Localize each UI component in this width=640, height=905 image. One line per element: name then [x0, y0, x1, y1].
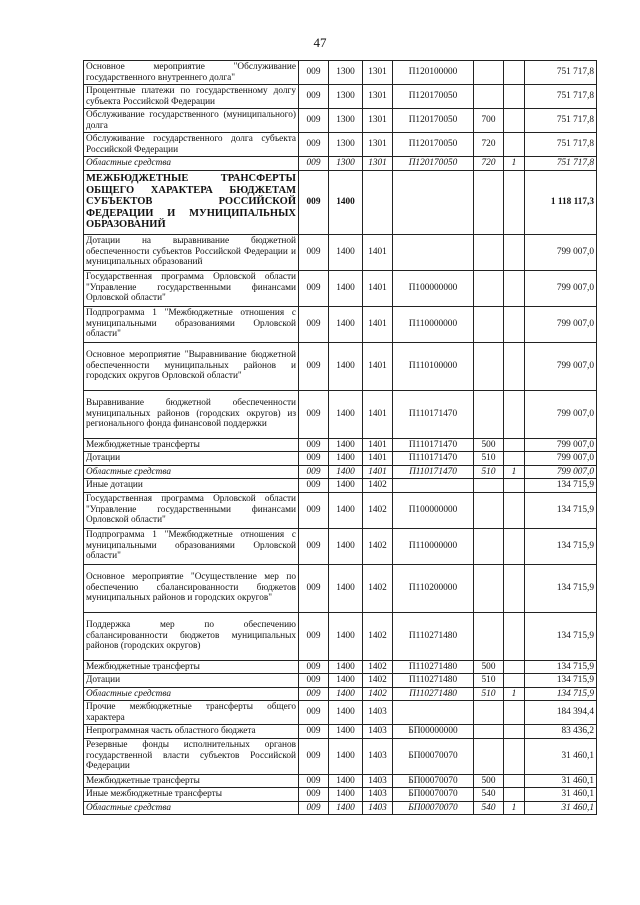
row-ved-code: 009	[299, 234, 329, 270]
row-amount: 799 007,0	[525, 234, 597, 270]
row-amount: 134 715,9	[525, 492, 597, 528]
row-expense-type	[474, 612, 504, 660]
row-target-article: П100000000	[393, 270, 474, 306]
row-section-code: 1400	[329, 801, 363, 815]
row-amount: 31 460,1	[525, 738, 597, 774]
row-name: Подпрограмма 1 "Межбюджетные отношения с муниципальными образованиями Орловской области"	[84, 528, 299, 564]
row-funding-source	[504, 270, 525, 306]
row-funding-source	[504, 479, 525, 493]
row-expense-type: 510	[474, 465, 504, 479]
row-ved-code: 009	[299, 438, 329, 452]
row-ved-code: 009	[299, 342, 329, 390]
table-row	[84, 788, 597, 802]
row-target-article: П110171470	[393, 452, 474, 466]
budget-table	[83, 60, 597, 815]
row-subsection-code: 1401	[363, 270, 393, 306]
row-name: Межбюджетные трансферты	[84, 660, 299, 674]
row-target-article: П110000000	[393, 528, 474, 564]
row-amount: 751 717,8	[525, 85, 597, 109]
row-ved-code: 009	[299, 528, 329, 564]
row-subsection-code: 1402	[363, 687, 393, 701]
row-amount: 31 460,1	[525, 774, 597, 788]
row-amount: 184 394,4	[525, 701, 597, 725]
row-name: МЕЖБЮДЖЕТНЫЕ ТРАНСФЕРТЫ ОБЩЕГО ХАРАКТЕРА БЮДЖЕТАМ СУБЪЕКТОВ РОССИЙСКОЙ ФЕДЕРАЦИИ И МУНИЦИПАЛЬНЫХ ОБРАЗОВАНИЙ	[84, 170, 299, 234]
table-row	[84, 738, 597, 774]
row-amount: 751 717,8	[525, 157, 597, 171]
row-amount: 799 007,0	[525, 342, 597, 390]
table-row	[84, 61, 597, 85]
row-target-article	[393, 479, 474, 493]
row-subsection-code: 1402	[363, 660, 393, 674]
row-section-code: 1400	[329, 528, 363, 564]
row-name: Межбюджетные трансферты	[84, 438, 299, 452]
row-amount: 83 436,2	[525, 725, 597, 739]
row-funding-source	[504, 528, 525, 564]
table-row	[84, 234, 597, 270]
row-ved-code: 009	[299, 674, 329, 688]
row-subsection-code	[363, 170, 393, 234]
row-subsection-code: 1402	[363, 674, 393, 688]
row-ved-code: 009	[299, 564, 329, 612]
row-subsection-code: 1403	[363, 738, 393, 774]
row-section-code: 1300	[329, 85, 363, 109]
row-ved-code: 009	[299, 465, 329, 479]
row-target-article: П110000000	[393, 306, 474, 342]
table-row	[84, 109, 597, 133]
table-row	[84, 774, 597, 788]
row-expense-type	[474, 270, 504, 306]
row-name: Выравнивание бюджетной обеспеченности муниципальных районов (городских округов) из регионального фонда финансовой поддержки	[84, 390, 299, 438]
row-ved-code: 009	[299, 660, 329, 674]
row-name: Поддержка мер по обеспечению сбалансированности бюджетов муниципальных районов (городских округов)	[84, 612, 299, 660]
row-funding-source	[504, 306, 525, 342]
row-ved-code: 009	[299, 109, 329, 133]
row-amount: 751 717,8	[525, 109, 597, 133]
row-name: Прочие межбюджетные трансферты общего характера	[84, 701, 299, 725]
row-section-code: 1400	[329, 674, 363, 688]
row-amount: 799 007,0	[525, 438, 597, 452]
row-funding-source	[504, 738, 525, 774]
table-row	[84, 452, 597, 466]
row-ved-code: 009	[299, 452, 329, 466]
table-row	[84, 465, 597, 479]
row-funding-source	[504, 342, 525, 390]
row-ved-code: 009	[299, 306, 329, 342]
row-target-article: П120170050	[393, 157, 474, 171]
table-row	[84, 85, 597, 109]
row-expense-type: 720	[474, 157, 504, 171]
row-target-article: БП00070070	[393, 774, 474, 788]
row-section-code: 1400	[329, 270, 363, 306]
row-target-article: БП00000000	[393, 725, 474, 739]
row-amount: 799 007,0	[525, 270, 597, 306]
row-subsection-code: 1301	[363, 133, 393, 157]
row-amount: 134 715,9	[525, 612, 597, 660]
row-subsection-code: 1403	[363, 801, 393, 815]
row-amount: 134 715,9	[525, 660, 597, 674]
row-section-code: 1400	[329, 452, 363, 466]
row-section-code: 1400	[329, 701, 363, 725]
row-expense-type	[474, 85, 504, 109]
table-row	[84, 701, 597, 725]
table-row	[84, 660, 597, 674]
row-funding-source: 1	[504, 465, 525, 479]
row-funding-source	[504, 133, 525, 157]
row-name: Непрограммная часть областного бюджета	[84, 725, 299, 739]
row-expense-type	[474, 701, 504, 725]
row-subsection-code: 1401	[363, 234, 393, 270]
row-funding-source	[504, 674, 525, 688]
row-ved-code: 009	[299, 774, 329, 788]
row-subsection-code: 1402	[363, 528, 393, 564]
row-ved-code: 009	[299, 801, 329, 815]
row-target-article	[393, 170, 474, 234]
row-name: Иные дотации	[84, 479, 299, 493]
row-ved-code: 009	[299, 738, 329, 774]
row-funding-source	[504, 109, 525, 133]
row-funding-source	[504, 234, 525, 270]
row-funding-source	[504, 612, 525, 660]
row-expense-type: 500	[474, 660, 504, 674]
row-amount: 134 715,9	[525, 528, 597, 564]
row-expense-type: 540	[474, 788, 504, 802]
row-expense-type	[474, 342, 504, 390]
row-target-article: П120100000	[393, 61, 474, 85]
row-name: Основное мероприятие "Обслуживание государственного внутреннего долга"	[84, 61, 299, 85]
row-amount: 799 007,0	[525, 390, 597, 438]
row-expense-type: 510	[474, 674, 504, 688]
row-expense-type	[474, 479, 504, 493]
row-target-article: БП00070070	[393, 788, 474, 802]
row-ved-code: 009	[299, 390, 329, 438]
row-funding-source	[504, 85, 525, 109]
row-target-article: П110271480	[393, 660, 474, 674]
row-ved-code: 009	[299, 725, 329, 739]
row-expense-type: 540	[474, 801, 504, 815]
row-funding-source	[504, 61, 525, 85]
row-amount: 134 715,9	[525, 479, 597, 493]
table-row	[84, 157, 597, 171]
row-expense-type: 700	[474, 109, 504, 133]
table-row	[84, 133, 597, 157]
table-row	[84, 270, 597, 306]
table-row	[84, 674, 597, 688]
row-ved-code: 009	[299, 270, 329, 306]
row-funding-source	[504, 774, 525, 788]
row-expense-type	[474, 738, 504, 774]
table-row	[84, 342, 597, 390]
row-section-code: 1400	[329, 438, 363, 452]
row-target-article: П110171470	[393, 438, 474, 452]
row-amount: 134 715,9	[525, 687, 597, 701]
row-subsection-code: 1401	[363, 390, 393, 438]
row-name: Подпрограмма 1 "Межбюджетные отношения с муниципальными образованиями Орловской области"	[84, 306, 299, 342]
row-amount: 1 118 117,3	[525, 170, 597, 234]
row-funding-source	[504, 725, 525, 739]
row-subsection-code: 1402	[363, 564, 393, 612]
row-target-article: П110271480	[393, 612, 474, 660]
row-ved-code: 009	[299, 85, 329, 109]
row-ved-code: 009	[299, 157, 329, 171]
row-expense-type	[474, 306, 504, 342]
row-subsection-code: 1402	[363, 492, 393, 528]
row-expense-type: 500	[474, 438, 504, 452]
row-section-code: 1400	[329, 234, 363, 270]
row-ved-code: 009	[299, 687, 329, 701]
row-ved-code: 009	[299, 701, 329, 725]
row-amount: 751 717,8	[525, 133, 597, 157]
row-expense-type	[474, 564, 504, 612]
row-funding-source: 1	[504, 801, 525, 815]
row-expense-type	[474, 170, 504, 234]
row-amount: 751 717,8	[525, 61, 597, 85]
row-section-code: 1400	[329, 687, 363, 701]
row-name: Основное мероприятие "Выравнивание бюджетной обеспеченности муниципальных районов и городских округов Орловской области"	[84, 342, 299, 390]
row-expense-type: 500	[474, 774, 504, 788]
row-funding-source: 1	[504, 687, 525, 701]
row-ved-code: 009	[299, 61, 329, 85]
row-target-article: П110271480	[393, 687, 474, 701]
row-section-code: 1400	[329, 612, 363, 660]
table-row	[84, 687, 597, 701]
row-section-code: 1400	[329, 390, 363, 438]
row-subsection-code: 1403	[363, 725, 393, 739]
row-subsection-code: 1301	[363, 61, 393, 85]
row-section-code: 1300	[329, 61, 363, 85]
row-section-code: 1400	[329, 465, 363, 479]
row-target-article: П100000000	[393, 492, 474, 528]
table-row	[84, 528, 597, 564]
row-section-code: 1400	[329, 342, 363, 390]
row-target-article: П120170050	[393, 133, 474, 157]
row-name: Областные средства	[84, 801, 299, 815]
row-target-article: П110171470	[393, 390, 474, 438]
row-expense-type	[474, 492, 504, 528]
row-funding-source	[504, 438, 525, 452]
row-expense-type	[474, 234, 504, 270]
row-ved-code: 009	[299, 492, 329, 528]
table-row	[84, 479, 597, 493]
budget-table-body	[84, 61, 597, 815]
row-expense-type	[474, 390, 504, 438]
row-name: Областные средства	[84, 465, 299, 479]
row-name: Государственная программа Орловской области "Управление государственными финансами Орловской области"	[84, 270, 299, 306]
table-row	[84, 438, 597, 452]
row-subsection-code: 1401	[363, 465, 393, 479]
row-section-code: 1300	[329, 133, 363, 157]
row-target-article: П110271480	[393, 674, 474, 688]
row-expense-type: 510	[474, 687, 504, 701]
row-amount: 134 715,9	[525, 564, 597, 612]
row-target-article: П120170050	[393, 109, 474, 133]
row-subsection-code: 1401	[363, 452, 393, 466]
row-section-code: 1400	[329, 738, 363, 774]
row-funding-source: 1	[504, 157, 525, 171]
table-row	[84, 170, 597, 234]
row-target-article: П110171470	[393, 465, 474, 479]
row-ved-code: 009	[299, 788, 329, 802]
row-amount: 31 460,1	[525, 801, 597, 815]
row-funding-source	[504, 390, 525, 438]
row-name: Областные средства	[84, 157, 299, 171]
table-row	[84, 725, 597, 739]
row-section-code: 1400	[329, 660, 363, 674]
row-name: Областные средства	[84, 687, 299, 701]
table-row	[84, 390, 597, 438]
row-section-code: 1400	[329, 564, 363, 612]
row-expense-type	[474, 61, 504, 85]
row-subsection-code: 1403	[363, 701, 393, 725]
table-row	[84, 801, 597, 815]
row-amount: 799 007,0	[525, 452, 597, 466]
row-ved-code: 009	[299, 133, 329, 157]
table-row	[84, 564, 597, 612]
row-ved-code: 009	[299, 170, 329, 234]
row-ved-code: 009	[299, 612, 329, 660]
row-name: Процентные платежи по государственному долгу субъекта Российской Федерации	[84, 85, 299, 109]
row-target-article	[393, 701, 474, 725]
table-row	[84, 612, 597, 660]
row-subsection-code: 1301	[363, 157, 393, 171]
row-expense-type: 720	[474, 133, 504, 157]
row-funding-source	[504, 660, 525, 674]
row-expense-type	[474, 528, 504, 564]
row-name: Основное мероприятие "Осуществление мер по обеспечению сбалансированности бюджетов муниципальных районов и городских округов"	[84, 564, 299, 612]
row-target-article: П120170050	[393, 85, 474, 109]
table-row	[84, 306, 597, 342]
row-funding-source	[504, 492, 525, 528]
row-section-code: 1400	[329, 725, 363, 739]
row-section-code: 1400	[329, 788, 363, 802]
row-target-article: П110100000	[393, 342, 474, 390]
row-funding-source	[504, 564, 525, 612]
row-name: Обслуживание государственного (муниципального) долга	[84, 109, 299, 133]
row-funding-source	[504, 170, 525, 234]
table-row	[84, 492, 597, 528]
row-funding-source	[504, 452, 525, 466]
row-name: Дотации на выравнивание бюджетной обеспеченности субъектов Российской Федерации и муниципальных образований	[84, 234, 299, 270]
row-subsection-code: 1401	[363, 438, 393, 452]
row-subsection-code: 1403	[363, 788, 393, 802]
row-subsection-code: 1401	[363, 342, 393, 390]
row-funding-source	[504, 701, 525, 725]
row-subsection-code: 1301	[363, 109, 393, 133]
row-name: Резервные фонды исполнительных органов государственной власти субъектов Российской Федерации	[84, 738, 299, 774]
row-subsection-code: 1402	[363, 612, 393, 660]
row-target-article: БП00070070	[393, 738, 474, 774]
row-section-code: 1400	[329, 306, 363, 342]
row-name: Обслуживание государственного долга субъекта Российской Федерации	[84, 133, 299, 157]
row-amount: 134 715,9	[525, 674, 597, 688]
page-number: 47	[313, 35, 327, 50]
row-name: Дотации	[84, 674, 299, 688]
row-section-code: 1400	[329, 492, 363, 528]
row-ved-code: 009	[299, 479, 329, 493]
row-name: Межбюджетные трансферты	[84, 774, 299, 788]
row-target-article	[393, 234, 474, 270]
row-section-code: 1300	[329, 109, 363, 133]
row-subsection-code: 1401	[363, 306, 393, 342]
row-subsection-code: 1301	[363, 85, 393, 109]
row-section-code: 1400	[329, 170, 363, 234]
row-name: Государственная программа Орловской области "Управление государственными финансами Орловской области"	[84, 492, 299, 528]
row-section-code: 1300	[329, 157, 363, 171]
row-funding-source	[504, 788, 525, 802]
row-name: Иные межбюджетные трансферты	[84, 788, 299, 802]
row-amount: 799 007,0	[525, 465, 597, 479]
row-target-article: П110200000	[393, 564, 474, 612]
row-amount: 799 007,0	[525, 306, 597, 342]
row-section-code: 1400	[329, 774, 363, 788]
row-name: Дотации	[84, 452, 299, 466]
row-subsection-code: 1402	[363, 479, 393, 493]
row-expense-type: 510	[474, 452, 504, 466]
row-target-article: БП00070070	[393, 801, 474, 815]
row-subsection-code: 1403	[363, 774, 393, 788]
row-expense-type	[474, 725, 504, 739]
row-amount: 31 460,1	[525, 788, 597, 802]
row-section-code: 1400	[329, 479, 363, 493]
